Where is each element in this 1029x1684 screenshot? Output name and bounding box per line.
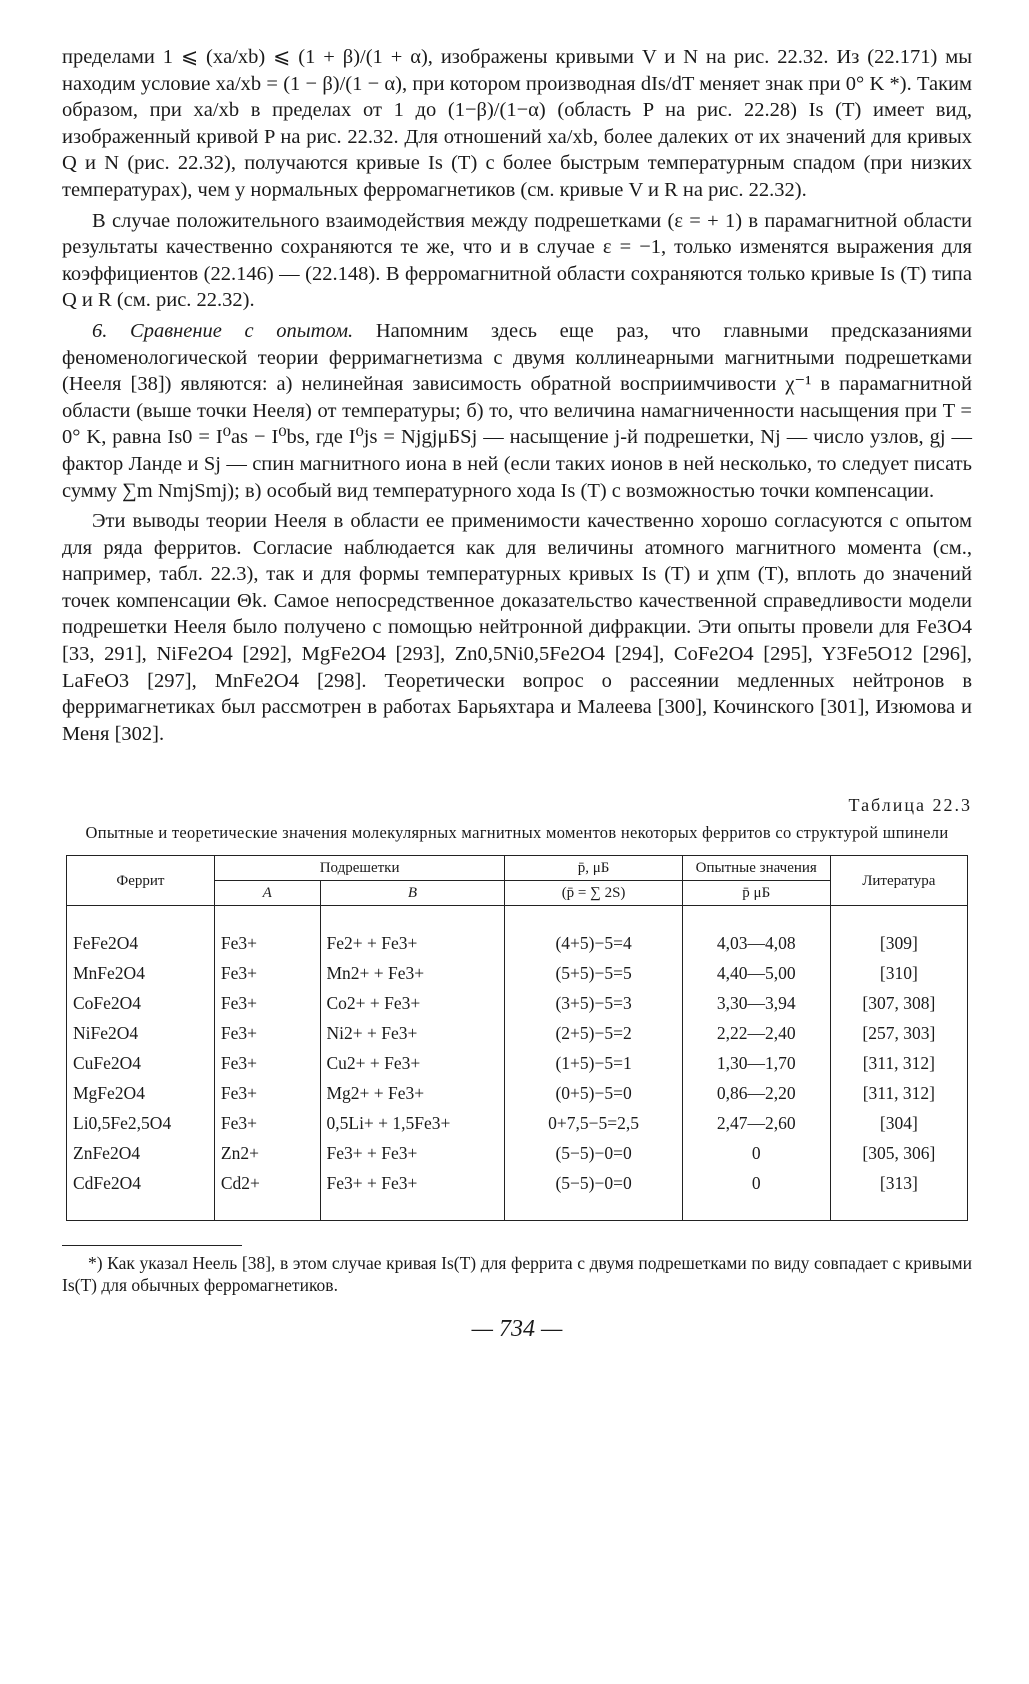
cell-sublattice-a: Fe3+ [214, 1108, 320, 1138]
cell-sublattice-b: Mn2+ + Fe3+ [320, 958, 505, 988]
cell-experimental: 0 [682, 1138, 830, 1168]
table-row [67, 1018, 968, 1048]
footnote-rule [62, 1245, 242, 1246]
table-row [67, 958, 968, 988]
cell-sublattice-a: Fe3+ [214, 1078, 320, 1108]
cell-literature: [309] [830, 906, 967, 959]
ferrite-table [66, 855, 968, 1221]
cell-ferrite: FeFe2O4 [67, 906, 215, 959]
cell-ferrite: Li0,5Fe2,5O4 [67, 1108, 215, 1138]
header-p-theory-top: p̄, μБ [505, 856, 682, 881]
cell-p-theory: (5+5)−5=5 [505, 958, 682, 988]
table-row [67, 1048, 968, 1078]
cell-sublattice-a: Fe3+ [214, 988, 320, 1018]
cell-literature: [257, 303] [830, 1018, 967, 1048]
cell-sublattice-a: Fe3+ [214, 906, 320, 959]
cell-ferrite: CoFe2O4 [67, 988, 215, 1018]
table-row [67, 1138, 968, 1168]
cell-p-theory: (0+5)−5=0 [505, 1078, 682, 1108]
header-experimental-bottom: p̄ μБ [682, 881, 830, 906]
cell-ferrite: MnFe2O4 [67, 958, 215, 988]
cell-sublattice-b: Fe3+ + Fe3+ [320, 1138, 505, 1168]
header-sublattices: Подрешетки [214, 856, 504, 881]
cell-ferrite: CuFe2O4 [67, 1048, 215, 1078]
cell-experimental: 4,03—4,08 [682, 906, 830, 959]
header-p-theory-bottom: (p̄ = ∑ 2S) [505, 881, 682, 906]
cell-experimental: 0 [682, 1168, 830, 1221]
table-caption: Опытные и теоретические значения молекулярных магнитных моментов некоторых ферритов со структурой шпинели [85, 823, 949, 843]
table-body [67, 906, 968, 1221]
paragraph-2: В случае положительного взаимодействия между подрешетками (ε = + 1) в парамагнитной области результаты качественно сохраняются те же, что и в случае ε = −1, только изменятся выражения для коэффициентов (22.146) — (22.148). В ферромагнитной области сохраняются только кривые Is (T) типа Q и R (см. рис. 22.32). [62, 209, 972, 312]
cell-sublattice-b: Fe3+ + Fe3+ [320, 1168, 505, 1221]
cell-literature: [311, 312] [830, 1048, 967, 1078]
cell-ferrite: MgFe2O4 [67, 1078, 215, 1108]
cell-experimental: 2,22—2,40 [682, 1018, 830, 1048]
header-literature: Литература [830, 856, 967, 906]
table-row [67, 1078, 968, 1108]
cell-sublattice-b: Cu2+ + Fe3+ [320, 1048, 505, 1078]
cell-literature: [313] [830, 1168, 967, 1221]
header-ferrite: Феррит [67, 856, 215, 906]
cell-sublattice-a: Fe3+ [214, 1048, 320, 1078]
cell-literature: [304] [830, 1108, 967, 1138]
cell-experimental: 2,47—2,60 [682, 1108, 830, 1138]
cell-sublattice-a: Fe3+ [214, 1018, 320, 1048]
table-row [67, 1108, 968, 1138]
header-sublattice-a: A [214, 881, 320, 906]
cell-literature: [307, 308] [830, 988, 967, 1018]
table-label: Таблица 22.3 [848, 795, 972, 816]
footnote: *) Как указал Неель [38], в этом случае кривая Is(T) для феррита с двумя подрешетками по виду совпадает с кривыми Is(T) для обычных ферромагнетиков. [62, 1253, 972, 1296]
cell-experimental: 1,30—1,70 [682, 1048, 830, 1078]
cell-experimental: 0,86—2,20 [682, 1078, 830, 1108]
header-experimental-top: Опытные значения [682, 856, 830, 881]
cell-p-theory: (4+5)−5=4 [505, 906, 682, 959]
paragraph-4: Эти выводы теории Нееля в области ее применимости качественно хорошо согласуются с опытом для ряда ферритов. Согласие наблюдается как для величины атомного магнитного момента (см., например, табл. 22.3), так и для формы температурных кривых Is (T) и χпм (T), вплоть до значений точек компенсации Θk. Самое непосредственное доказательство качественной справедливости модели подрешетки Нееля было получено с помощью нейтронной дифракции. Эти опыты провели для Fe3O4 [33, 291], NiFe2O4 [292], MgFe2O4 [293], Zn0,5Ni0,5Fe2O4 [294], CoFe2O4 [295], Y3Fe5O12 [296], LaFeO3 [297], MnFe2O4 [298]. Теоретически вопрос о рассеянии медленных нейтронов в ферримагнетиках был рассмотрен в работах Барьяхтара и Малеева [300], Кочинского [301], Изюмова и Меня [302]. [62, 510, 972, 745]
cell-literature: [311, 312] [830, 1078, 967, 1108]
paragraph-3-text: Напомним здесь еще раз, что главными предсказаниями феноменологической теории ферримагнетизма с двумя коллинеарными магнитными подрешетками (Нееля [38]) являются: а) нелинейная зависимость обратной восприимчивости χ⁻¹ в парамагнитной области (выше точки Нееля) от температуры; б) то, что величина намагниченности насыщения при T = 0° K, равна Is0 = I⁰as − I⁰bs, где I⁰js = NjgjμБSj — насыщение j-й подрешетки, Nj — число узлов, gj — фактор Ланде и Sj — спин магнитного иона в ней (если таких ионов в ней несколько, то следует писать сумму ∑m NmjSmj); в) особый вид температурного хода Is (T) с возможностью точки компенсации. [62, 319, 972, 502]
table-row [67, 906, 968, 959]
cell-ferrite: CdFe2O4 [67, 1168, 215, 1221]
page-content [62, 44, 972, 1343]
cell-sublattice-b: Ni2+ + Fe3+ [320, 1018, 505, 1048]
cell-p-theory: (5−5)−0=0 [505, 1168, 682, 1221]
table-row [67, 1168, 968, 1221]
cell-p-theory: (3+5)−5=3 [505, 988, 682, 1018]
cell-sublattice-b: 0,5Li+ + 1,5Fe3+ [320, 1108, 505, 1138]
cell-sublattice-a: Cd2+ [214, 1168, 320, 1221]
cell-p-theory: (2+5)−5=2 [505, 1018, 682, 1048]
cell-sublattice-b: Mg2+ + Fe3+ [320, 1078, 505, 1108]
cell-experimental: 4,40—5,00 [682, 958, 830, 988]
cell-ferrite: NiFe2O4 [67, 1018, 215, 1048]
cell-literature: [310] [830, 958, 967, 988]
cell-p-theory: 0+7,5−5=2,5 [505, 1108, 682, 1138]
paragraph-1: пределами 1 ⩽ (xa/xb) ⩽ (1 + β)/(1 + α), изображены кривыми V и N на рис. 22.32. Из (22.171) мы находим условие xa/xb = (1 − β)/(1 − α), при котором производная dIs/dT меняет знак при 0° K *). Таким образом, при xa/xb в пределах от 1 до (1−β)/(1−α) (область P на рис. 22.28) Is (T) имеет вид, изображенный кривой P на рис. 22.32. Для отношений xa/xb, более далеких от их значений для кривых Q и N (рис. 22.32), получаются кривые Is (T) с более быстрым температурным спадом (при низких температурах), чем у нормальных ферромагнетиков (см. кривые V и R на рис. 22.32). [62, 46, 972, 201]
cell-sublattice-a: Zn2+ [214, 1138, 320, 1168]
section-title: 6. Сравнение с опытом. [92, 319, 354, 342]
page-number: — 734 — [471, 1316, 563, 1343]
header-sublattice-b: B [320, 881, 505, 906]
paragraph-3 [62, 318, 972, 504]
cell-ferrite: ZnFe2O4 [67, 1138, 215, 1168]
cell-sublattice-b: Co2+ + Fe3+ [320, 988, 505, 1018]
cell-literature: [305, 306] [830, 1138, 967, 1168]
cell-sublattice-b: Fe2+ + Fe3+ [320, 906, 505, 959]
cell-experimental: 3,30—3,94 [682, 988, 830, 1018]
table-row [67, 988, 968, 1018]
cell-p-theory: (1+5)−5=1 [505, 1048, 682, 1078]
cell-p-theory: (5−5)−0=0 [505, 1138, 682, 1168]
cell-sublattice-a: Fe3+ [214, 958, 320, 988]
